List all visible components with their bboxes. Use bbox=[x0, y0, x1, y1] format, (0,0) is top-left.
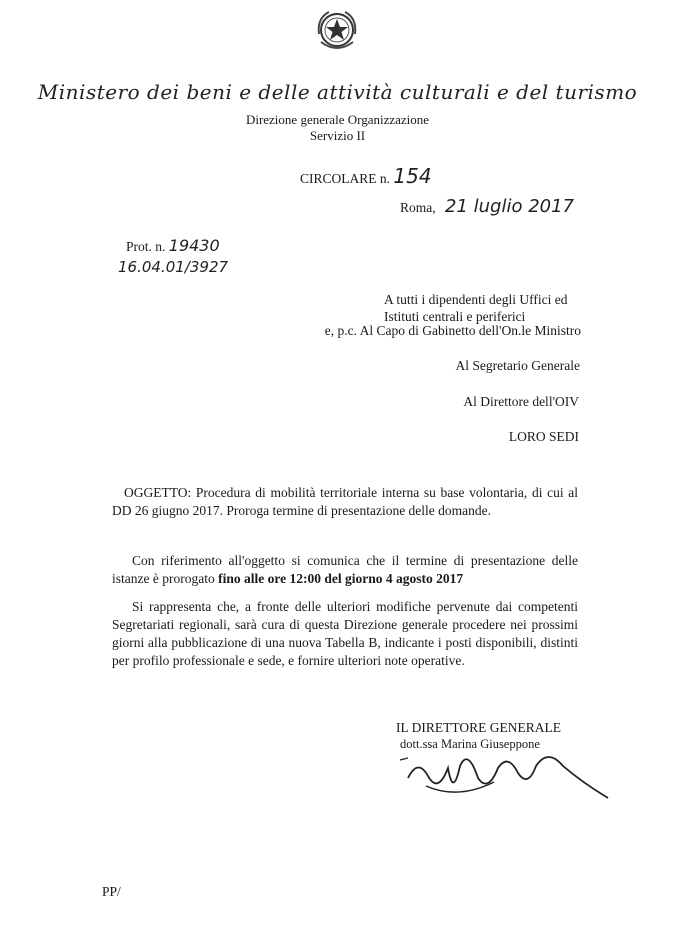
protocol-number-handwritten: 19430 bbox=[168, 236, 220, 255]
date-handwritten: 21 luglio 2017 bbox=[445, 196, 575, 217]
directorate-name: Direzione generale Organizzazione bbox=[245, 112, 430, 127]
signature-name: dott.ssa Marina Giuseppone bbox=[400, 737, 540, 751]
recipients-line1: A tutti i dipendenti degli Uffici ed bbox=[384, 292, 568, 307]
place-date bbox=[400, 196, 574, 217]
signature-title: IL DIRETTORE GENERALE bbox=[396, 720, 561, 735]
subject-label: OGGETTO: bbox=[124, 485, 192, 500]
subject bbox=[112, 484, 578, 520]
protocol-code-handwritten: 16.04.01/3927 bbox=[118, 258, 229, 276]
recipients-loro-sedi: LORO SEDI bbox=[508, 429, 579, 444]
body-paragraph-2: Si rappresenta che, a fronte delle ulteriori modifiche pervenute dai competenti Segretariati regionali, sarà cura di questa Direzione generale procedere nei prossimi giorni alla pubblicazione di una nuova Tabella B, indicante i posti disponibili, distinti per profilo professionale e sede, e fornire ulteriori note operative. bbox=[112, 599, 578, 668]
protocol-label: Prot. n. bbox=[126, 239, 166, 254]
body-paragraph-1-text: Con riferimento all'oggetto si comunica che il termine di presentazione delle istanze è prorogato bbox=[112, 553, 578, 586]
footer-initials: PP/ bbox=[102, 884, 121, 899]
recipients-secretary: Al Segretario Generale bbox=[455, 358, 580, 373]
protocol-number bbox=[126, 236, 220, 255]
deadline-text: fino alle ore 12:00 del giorno 4 agosto 2017 bbox=[218, 571, 464, 586]
circular-number bbox=[300, 164, 432, 188]
recipients-cc: e, p.c. Al Capo di Gabinetto dell'On.le Ministro bbox=[324, 323, 581, 338]
ministry-name: Ministero dei beni e delle attività culturali e del turismo bbox=[37, 80, 638, 104]
republic-emblem-icon bbox=[313, 4, 361, 56]
circular-label: CIRCOLARE n. bbox=[300, 171, 391, 186]
body-paragraph-1 bbox=[112, 552, 578, 588]
circular-number-handwritten: 154 bbox=[393, 164, 432, 188]
handwritten-signature bbox=[398, 738, 618, 808]
place-label: Roma, bbox=[400, 200, 436, 215]
service-name: Servizio II bbox=[309, 128, 366, 143]
recipients-director-oiv: Al Direttore dell'OIV bbox=[463, 394, 579, 409]
recipients-line2: Istituti centrali e periferici bbox=[384, 309, 526, 324]
subject-text: Procedura di mobilità territoriale interna su base volontaria, di cui al DD 26 giugno 2017. Proroga termine di presentazione delle domande. bbox=[112, 485, 579, 518]
